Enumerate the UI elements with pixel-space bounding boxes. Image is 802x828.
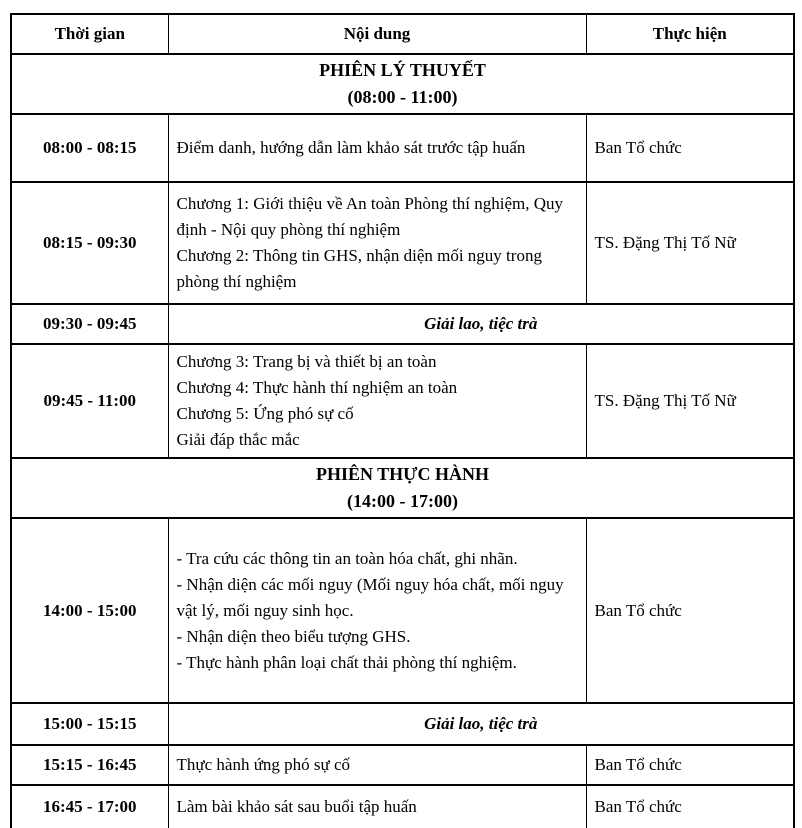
time-cell: 08:00 - 08:15 — [11, 114, 168, 182]
content-line: Giải đáp thắc mắc — [176, 430, 300, 449]
time-cell: 09:45 - 11:00 — [11, 344, 168, 458]
break-cell: Giải lao, tiệc trà — [168, 703, 794, 745]
time-cell: 15:00 - 15:15 — [11, 703, 168, 745]
content-cell — [168, 785, 586, 828]
break-row — [11, 703, 794, 745]
content-line: Chương 4: Thực hành thí nghiệm an toàn — [176, 378, 458, 397]
content-line: Chương 3: Trang bị và thiết bị an toàn — [176, 352, 437, 371]
section-time-range: (14:00 - 17:00) — [347, 491, 458, 511]
column-header-time: Thời gian — [11, 14, 168, 54]
section-time-range: (08:00 - 11:00) — [347, 87, 458, 107]
time-cell: 14:00 - 15:00 — [11, 518, 168, 703]
content-line: - Nhận diện theo biểu tượng GHS. — [176, 626, 411, 646]
performer-cell: TS. Đặng Thị Tố Nữ — [586, 344, 794, 458]
content-cell — [168, 745, 586, 785]
content-line: - Thực hành phân loại chất thải phòng thí nghiệm. — [176, 652, 517, 672]
schedule-row — [11, 182, 794, 304]
content-cell — [168, 114, 586, 182]
content-line: Thực hành ứng phó sự cố — [176, 755, 351, 774]
content-line: - Tra cứu các thông tin an toàn hóa chất, ghi nhãn. — [176, 548, 518, 568]
schedule-row — [11, 114, 794, 182]
content-cell — [168, 344, 586, 458]
content-cell — [168, 518, 586, 703]
schedule-row — [11, 745, 794, 785]
section-title: PHIÊN THỰC HÀNH — [315, 464, 489, 484]
column-header-performer: Thực hiện — [586, 14, 794, 54]
section-cell — [11, 54, 794, 114]
performer-cell: Ban Tổ chức — [586, 518, 794, 703]
content-line: - Nhận diện các mối nguy (Mối nguy hóa chất, mối nguy vật lý, mối nguy sinh học. — [176, 574, 564, 620]
schedule-row — [11, 785, 794, 828]
content-line: Chương 5: Ứng phó sự cố — [176, 404, 354, 423]
break-cell: Giải lao, tiệc trà — [168, 304, 794, 344]
column-header-content: Nội dung — [168, 14, 586, 54]
content-line: Chương 2: Thông tin GHS, nhận diện mối nguy trong phòng thí nghiệm — [176, 246, 542, 291]
content-line: Điểm danh, hướng dẫn làm khảo sát trước tập huấn — [176, 138, 526, 157]
section-title: PHIÊN LÝ THUYẾT — [319, 60, 486, 80]
schedule-row — [11, 518, 794, 703]
time-cell: 08:15 - 09:30 — [11, 182, 168, 304]
performer-cell: Ban Tổ chức — [586, 114, 794, 182]
section-row-theory — [11, 54, 794, 114]
time-cell: 09:30 - 09:45 — [11, 304, 168, 344]
content-line: Làm bài khảo sát sau buổi tập huấn — [176, 797, 417, 816]
schedule-row — [11, 344, 794, 458]
header-row — [11, 14, 794, 54]
time-cell: 15:15 - 16:45 — [11, 745, 168, 785]
section-row-practice — [11, 458, 794, 518]
training-schedule-table — [10, 13, 795, 828]
performer-cell: TS. Đặng Thị Tố Nữ — [586, 182, 794, 304]
time-cell: 16:45 - 17:00 — [11, 785, 168, 828]
break-row — [11, 304, 794, 344]
content-cell — [168, 182, 586, 304]
content-line: Chương 1: Giới thiệu về An toàn Phòng thí nghiệm, Quy định - Nội quy phòng thí nghiệm — [176, 194, 564, 239]
section-cell — [11, 458, 794, 518]
performer-cell: Ban Tổ chức — [586, 785, 794, 828]
performer-cell: Ban Tổ chức — [586, 745, 794, 785]
